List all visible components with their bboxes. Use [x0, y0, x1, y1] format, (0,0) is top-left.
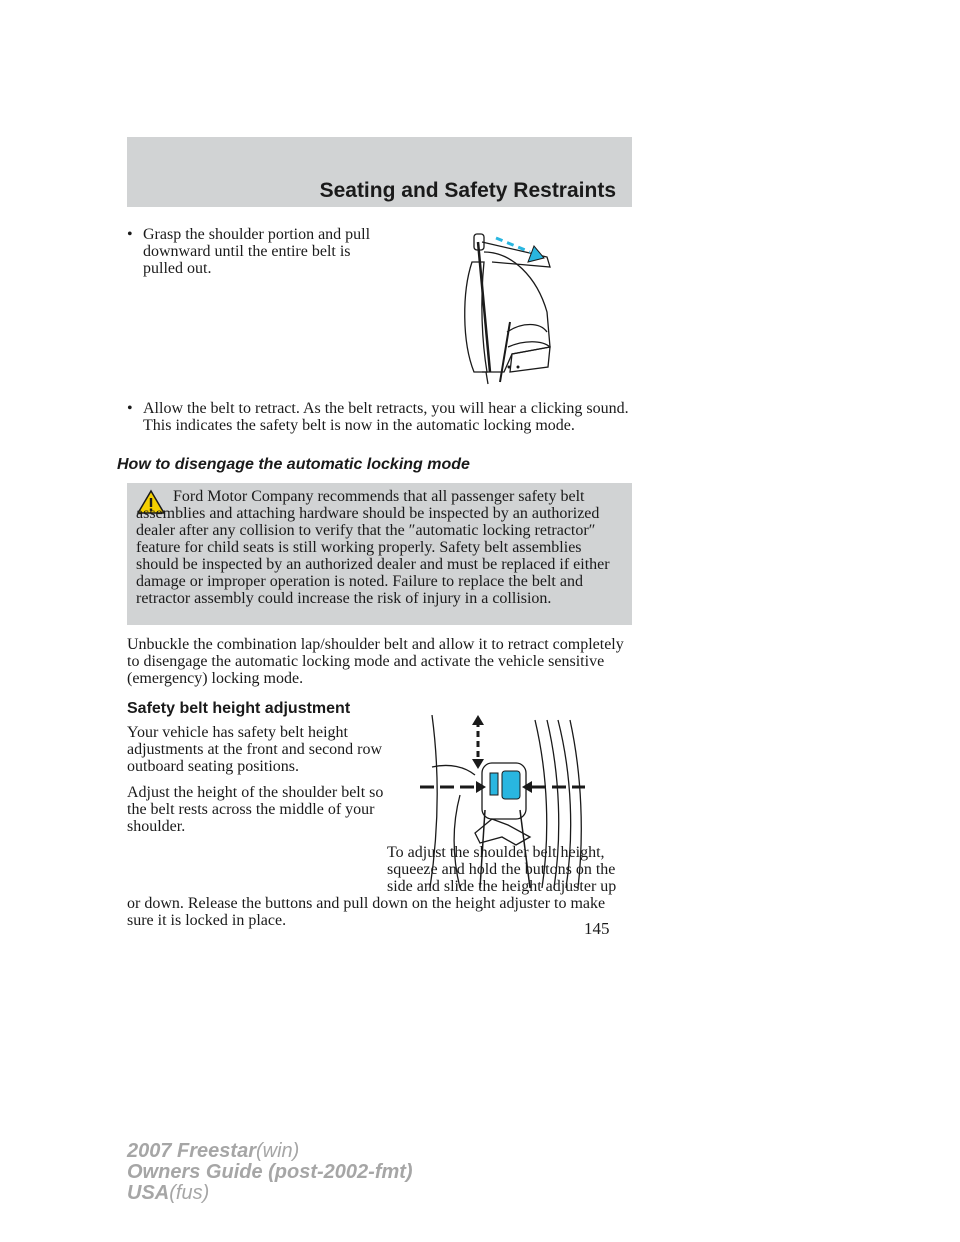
arrow-down-icon	[472, 759, 484, 769]
section-header-band	[127, 137, 632, 207]
height-paragraph-2: Adjust the height of the shoulder belt so the belt rests across the middle of your shoulder.	[127, 784, 384, 835]
pull-direction-arrow	[496, 238, 530, 252]
bullet-text: Grasp the shoulder portion and pull downward until the entire belt is pulled out.	[143, 226, 371, 277]
adjuster-button-right	[502, 771, 520, 799]
footer-line-3: USA(fus)	[127, 1182, 210, 1204]
bullet-mark: •	[127, 400, 133, 417]
arrow-up-icon	[472, 715, 484, 725]
bullet-item-retract	[127, 400, 632, 434]
footer-line-1: 2007 Freestar(win)	[127, 1140, 300, 1162]
arrow-squeeze-left-icon	[476, 781, 486, 793]
warning-text: Ford Motor Company recommends that all passenger safety belt assemblies and attaching hardware should be inspected by an authorized dealer after any collision to verify that the ″automatic locking retractor″ feature for child seats is still working properly. Safety belt assemblies should be inspected by an authorized dealer and must be replaced if either damage or improper operation is noted. Failure to replace the belt and retractor assembly could increase the risk of injury in a collision.	[136, 488, 610, 607]
seat-belt-pull-illustration	[452, 222, 562, 390]
section-title: Seating and Safety Restraints	[319, 179, 616, 202]
height-paragraph-3: To adjust the shoulder belt height, squeeze and hold the buttons on the side and slide the height adjuster up or down. Release the buttons and pull down on the height adjuster to make sure it is locked in place.	[127, 844, 617, 929]
arrow-squeeze-right-icon	[522, 781, 532, 793]
height-adjuster-illustration	[420, 715, 585, 888]
height-adjustment-heading: Safety belt height adjustment	[127, 700, 351, 717]
page-number: 145	[584, 919, 610, 938]
disengage-heading: How to disengage the automatic locking mode	[117, 456, 470, 473]
footer-line-2: Owners Guide (post-2002-fmt)	[127, 1161, 413, 1183]
document-footer	[127, 1141, 413, 1204]
arrow-head-icon	[528, 246, 544, 262]
unbuckle-paragraph: Unbuckle the combination lap/shoulder belt and allow it to retract completely to disengage the automatic locking mode and activate the vehicle sensitive (emergency) locking mode.	[127, 636, 624, 687]
bullet-text: Allow the belt to retract. As the belt retracts, you will hear a clicking sound. This indicates the safety belt is now in the automatic locking mode.	[143, 400, 629, 434]
height-paragraph-1: Your vehicle has safety belt height adjustments at the front and second row outboard seating positions.	[127, 724, 383, 775]
warning-text-block	[136, 488, 626, 607]
bullet-mark: •	[127, 226, 133, 243]
bullet-item-grasp	[127, 226, 377, 277]
adjuster-button-left	[490, 773, 498, 795]
